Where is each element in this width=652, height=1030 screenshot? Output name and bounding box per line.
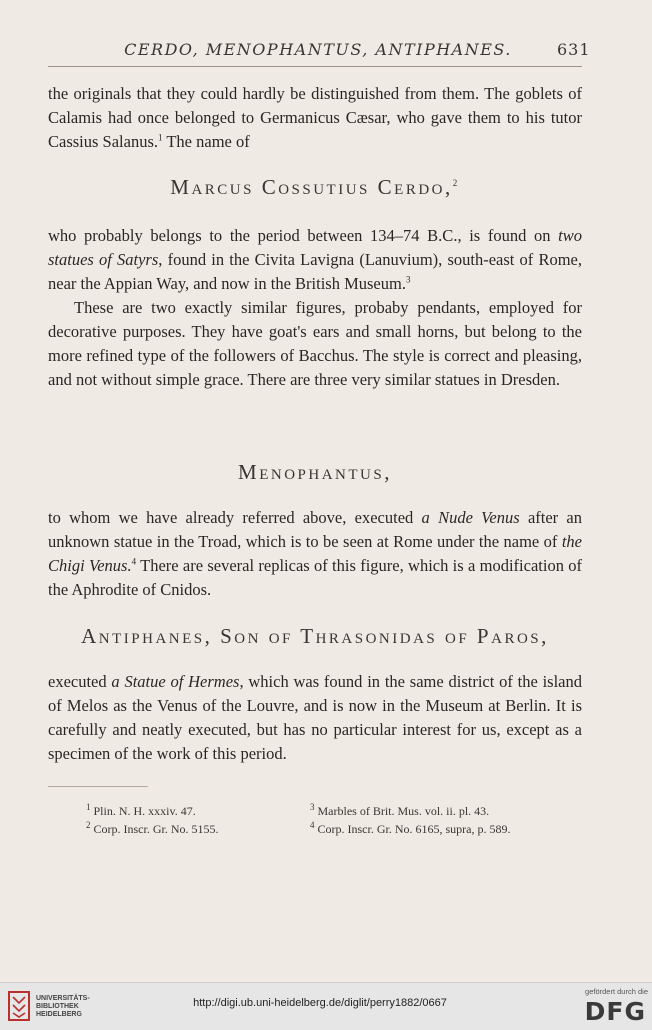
footnote-ref-1[interactable]: 1	[158, 132, 163, 143]
footnote-ref-4[interactable]: 4	[131, 556, 137, 567]
emphasis-chigi-venus: the Chigi Venus.	[48, 532, 582, 575]
library-name-line-1: UNIVERSITÄTS-	[36, 995, 90, 1002]
paragraph-2-text: who probably belongs to the period between 134–74 B.C., is found on	[48, 226, 559, 245]
library-name	[36, 995, 156, 1019]
footnote-ref-2[interactable]: 2	[452, 178, 460, 188]
paragraph-4-text: to whom we have already referred above, executed	[48, 508, 422, 527]
dfg-logo[interactable]: DFG	[584, 997, 646, 1026]
library-name-line-3: HEIDELBERG	[36, 1011, 82, 1018]
heading-antiphanes: Antiphanes, Son of Thrasonidas of Paros,	[81, 624, 549, 648]
footnote-ref-3[interactable]: 3	[405, 274, 411, 285]
library-name-line-2: BIBLIOTHEK	[36, 1003, 79, 1010]
paragraph-1	[48, 82, 582, 154]
emphasis-nude-venus: a Nude Venus	[421, 508, 520, 527]
paragraph-2-text-b: , found in the Civita Lavigna (Lanuvium), south-east of Rome, near the Appian Way, and now in the British Museum.	[48, 250, 583, 293]
footnote-4-text: Corp. Inscr. Gr. No. 6165, supra, p. 589.	[317, 822, 511, 836]
header-rule	[48, 66, 582, 67]
heading-cerdo	[48, 175, 582, 200]
funded-by-label: gefördert durch die	[585, 987, 648, 996]
emphasis-two-statues: two statues of Satyrs	[48, 226, 582, 269]
footnote-3-number: 3	[310, 802, 315, 812]
footnote-2-number: 2	[86, 820, 91, 830]
permalink-url[interactable]: http://digi.ub.uni-heidelberg.de/diglit/perry1882/0667	[193, 997, 447, 1009]
paragraph-1-text: the originals that they could hardly be distinguished from them. The goblets of Calamis had once belonged to Germanicus Cæsar, who gave them to his tutor Cassius Salanus.	[48, 84, 582, 151]
university-library-logo-icon[interactable]	[8, 991, 30, 1021]
running-head-title: CERDO, MENOPHANTUS, ANTIPHANES.	[124, 40, 512, 59]
paragraph-5	[48, 670, 582, 766]
paragraph-3: These are two exactly similar figures, probaby pendants, employed for decorative purposes. They have goat's ears and small horns, but belong to the more refined type of the followers of Bacchus. The style is correct and pleasing, and not without simple grace. There are three very similar statues in Dresden.	[48, 298, 582, 389]
paragraph-1-tail: The name of	[162, 132, 250, 151]
footnote-1	[86, 804, 196, 819]
heading-menophantus: Menophantus,	[238, 460, 392, 484]
footnote-1-text: Plin. N. H. xxxiv. 47.	[93, 804, 196, 818]
heading-cerdo-text: Marcus Cossutius Cerdo,	[170, 175, 453, 199]
paragraph-5-text: executed	[48, 672, 112, 691]
paragraph-5-text-b: , which was found in the same district of the island of Melos as the Venus of the Louvre, and is now in the Museum at Berlin. It is carefully and neatly executed, but has no particular interest for us, except as a specimen of the work of this period.	[48, 672, 582, 763]
footnote-3	[310, 804, 489, 819]
footer-bar	[0, 982, 652, 1030]
footnote-4-number: 4	[310, 820, 315, 830]
emphasis-statue-hermes: a Statue of Hermes	[111, 672, 240, 691]
paragraph-2	[48, 224, 582, 392]
footnote-4	[310, 822, 510, 837]
paragraph-4	[48, 506, 582, 602]
page-number: 631	[557, 40, 591, 59]
footnote-rule	[48, 786, 148, 787]
footnote-2-text: Corp. Inscr. Gr. No. 5155.	[93, 822, 219, 836]
paragraph-4-text-c: There are several replicas of this figure, which is a modification of the Aphrodite of Cnidos.	[48, 556, 582, 599]
footnote-2	[86, 822, 219, 837]
footnote-1-number: 1	[86, 802, 91, 812]
paragraph-4-text-b: after an unknown statue in the Troad, which is to be seen at Rome under the name of	[48, 508, 583, 551]
footnote-3-text: Marbles of Brit. Mus. vol. ii. pl. 43.	[317, 804, 490, 818]
